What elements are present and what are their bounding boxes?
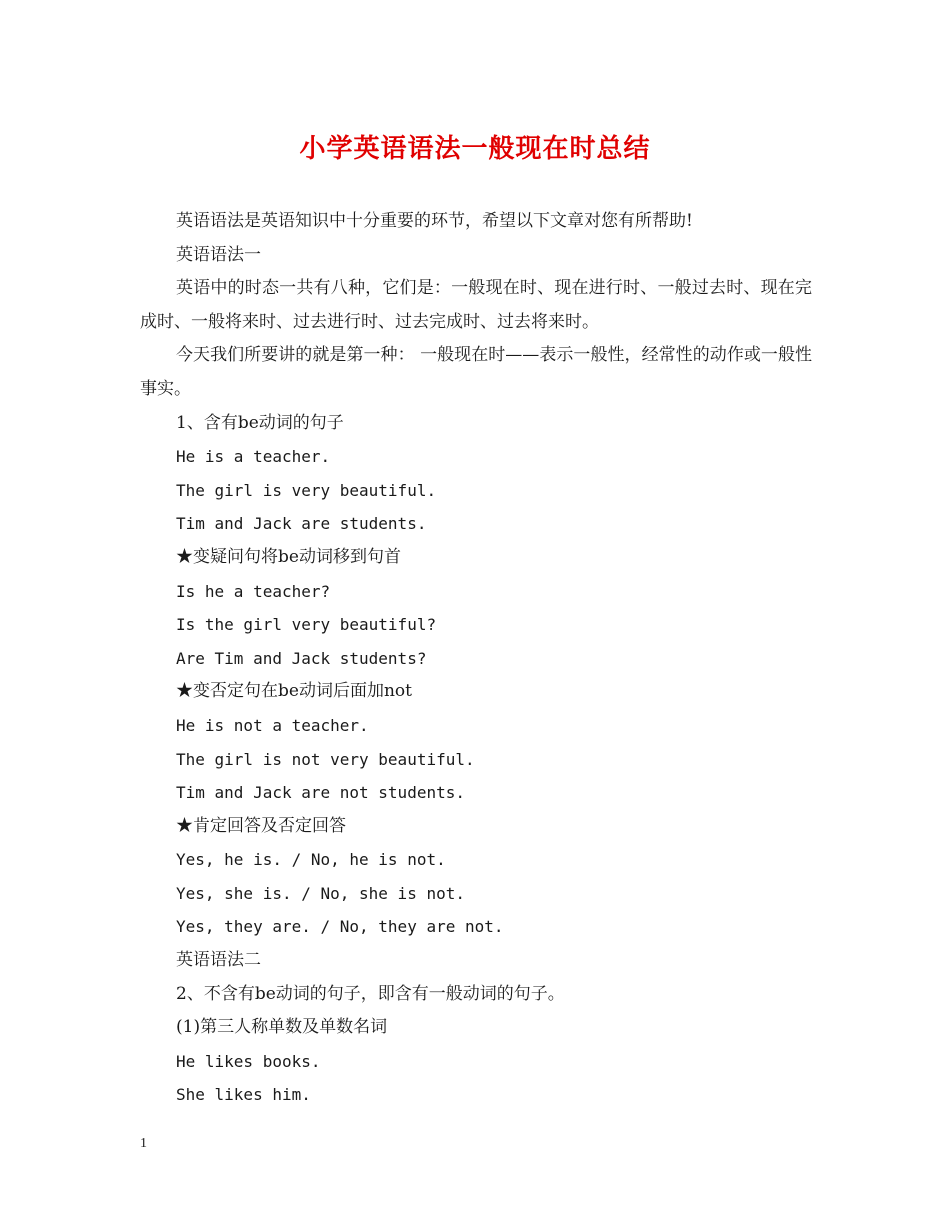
subheading-be-verb: 1、含有be动词的句子 xyxy=(176,412,344,433)
example-sentence: Yes, he is. / No, he is not. xyxy=(176,850,446,870)
page-number: 1 xyxy=(140,1136,147,1151)
section-heading-grammar-2: 英语语法二 xyxy=(176,950,261,971)
subheading-general-verb: 2、不含有be动词的句子，即含有一般动词的句子。 xyxy=(176,983,565,1004)
example-sentence: Is he a teacher? xyxy=(176,581,331,601)
paragraph-intro: 英语语法是英语知识中十分重要的环节，希望以下文章对您有所帮助! xyxy=(176,211,693,231)
example-sentence: She likes him. xyxy=(176,1085,311,1105)
example-sentence: Yes, they are. / No, they are not. xyxy=(176,917,504,937)
example-sentence: He likes books. xyxy=(176,1051,321,1071)
rule-answers: ★肯定回答及否定回答 xyxy=(176,815,346,836)
document-title: 小学英语语法一般现在时总结 xyxy=(299,134,651,164)
example-sentence: The girl is not very beautiful. xyxy=(176,749,475,769)
example-sentence: Is the girl very beautiful? xyxy=(176,615,437,635)
rule-question: ★变疑问句将be动词移到句首 xyxy=(176,546,401,567)
paragraph-tenses: 英语中的时态一共有八种，它们是：一般现在时、现在进行时、一般过去时、现在完成时、一般将来时、过去进行时、过去完成时、过去将来时。 xyxy=(140,278,812,332)
example-sentence: Tim and Jack are not students. xyxy=(176,783,465,803)
subheading-third-person: (1)第三人称单数及单数名词 xyxy=(176,1017,388,1038)
example-sentence: The girl is very beautiful. xyxy=(176,480,437,500)
example-sentence: He is not a teacher. xyxy=(176,715,369,735)
example-sentence: Are Tim and Jack students? xyxy=(176,648,427,668)
section-heading-grammar-1: 英语语法一 xyxy=(176,244,261,265)
example-sentence: Tim and Jack are students. xyxy=(176,514,427,534)
rule-negative: ★变否定句在be动词后面加not xyxy=(176,681,412,702)
document-body xyxy=(140,205,812,1112)
paragraph-present-simple: 今天我们所要讲的就是第一种： 一般现在时——表示一般性，经常性的动作或一般性事实。 xyxy=(140,345,812,399)
example-sentence: He is a teacher. xyxy=(176,447,331,467)
example-sentence: Yes, she is. / No, she is not. xyxy=(176,883,465,903)
